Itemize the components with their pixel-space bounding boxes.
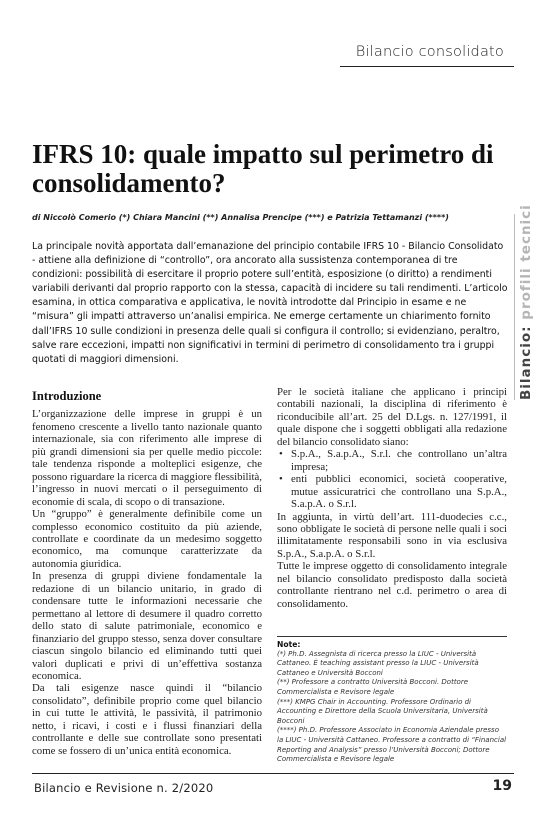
page-number: 19 bbox=[492, 778, 512, 794]
abstract: La principale novità apportata dall’emanazione del principio contabile IFRS 10 - Bilancio Consolidato - attiene alla definizione di “controllo”, ora ancorato alla sussistenza contemporanea di tre condizioni: possibilità di esercitare il proprio potere sull’entità, esposizione (o diritto) a rendimenti variabili derivanti dal proprio rapporto con la stessa, capacità di incidere su tali rendimenti. L’articolo esamina, in ottica comparativa e applicativa, le novità introdotte dal Principio in esame e ne “misura” gli impatti attraverso un’analisi empirica. Ne emerge certamente un chiarimento fornito dall’IFRS 10 sulle condizioni in presenza delle quali si configura il controllo; si evidenziano, peraltro, salve rare eccezioni, impatti non significativi in termini di perimetro di consolidamento tra i gruppi quotati di maggiori dimensioni. bbox=[32, 241, 508, 365]
sidebar-label-strong: Bilancio: bbox=[518, 325, 534, 400]
header-rule bbox=[340, 66, 514, 67]
footnotes bbox=[277, 636, 507, 765]
bullet-list bbox=[277, 448, 507, 510]
journal-name: Bilancio e Revisione n. 2/2020 bbox=[34, 781, 214, 795]
footnote: (**) Professore a contratto Università Bocconi. Dottore Commercialista e Revisore legale bbox=[277, 678, 469, 696]
body-paragraph: In aggiunta, in virtù dell’art. 111-duodecies c.c., sono obbligate le società di persone nelle quali i soci illimitatamente responsabili sono in via esclusiva S.p.A., S.a.p.A. o S.r.l. bbox=[277, 510, 507, 560]
notes-heading: Note: bbox=[277, 640, 301, 649]
section-header: Bilancio consolidato bbox=[355, 44, 504, 60]
bullet-item: • enti pubblici economici, società cooperative, mutue assicuratrici che controllano una S.p.A., S.a.p.A. o S.r.l. bbox=[277, 473, 507, 510]
section-heading: Introduzione bbox=[32, 389, 102, 403]
bullet-item: • S.p.A., S.a.p.A., S.r.l. che controllano un’altra impresa; bbox=[277, 448, 507, 473]
authors-line: di Niccolò Comerio (*) Chiara Mancini (**) Annalisa Prencipe (***) e Patrizia Tettamanzi (****) bbox=[32, 213, 449, 222]
sidebar-label-light: profili tecnici bbox=[518, 204, 534, 326]
body-paragraph: Per le società italiane che applicano i principi contabili nazionali, la disciplina di riferimento è riconducibile all’art. 25 del D.Lgs. n. 127/1991, il quale dispone che i soggetti obbligati alla redazione del bilancio consolidato siano: bbox=[277, 386, 507, 448]
body-paragraph: In presenza di gruppi diviene fondamentale la redazione di un bilancio unitario, in grado di condensare tutte le informazioni necessarie che permettano al lettore di desumere il quadro corretto dello stato di salute patrimoniale, economico e finanziario del gruppo stesso, senza dover consultare ciascun singolo bilancio ed eliminando tutti quei valori duplicati e privi di un’effettiva sostanza economica. bbox=[32, 570, 262, 682]
body-paragraph: Un “gruppo” è generalmente definibile come un complesso economico costituito da più aziende, controllate e coordinate da un medesimo soggetto economico, ma comunque caratterizzate da autonomia giuridica. bbox=[32, 508, 262, 570]
footnote: (*) Ph.D. Assegnista di ricerca presso la LIUC - Università Cattaneo. È teaching assistant presso la LIUC - Università Cattaneo e Università Bocconi bbox=[277, 649, 479, 677]
left-column bbox=[32, 376, 262, 757]
footnote: (****) Ph.D. Professore Associato in Economia Aziendale presso la LIUC - Università Cattaneo. Professore a contratto di “Financial Reporting and Analysis” presso l’Università Bocconi; Dottore Commercialista e Revisore legale bbox=[277, 726, 507, 764]
body-paragraph: Da tali esigenze nasce quindi il “bilancio consolidato”, definibile proprio come quel bilancio in cui tutte le attività, le passività, il patrimonio netto, i ricavi, i costi e i flussi finanziari della controllante e delle sue controllate sono presentati come se fossero di un’unica entità economica. bbox=[32, 682, 262, 757]
right-column bbox=[277, 376, 507, 610]
body-paragraph: L’organizzazione delle imprese in gruppi è un fenomeno crescente a livello tanto nazionale quanto internazionale, sia con riferimento alle imprese di più grandi dimensioni sia per quelle medio piccole: tale tendenza risponde a molteplici esigenze, che possono riguardare la ricerca di maggiore flessibilità, l’ingresso in nuovi mercati o il perseguimento di economie di scala, di scopo o di transazione. bbox=[32, 408, 262, 508]
body-paragraph: Tutte le imprese oggetto di consolidamento integrale nel bilancio consolidato predisposto dalla società controllante rientrano nel c.d. perimetro o area di consolidamento. bbox=[277, 560, 507, 610]
footer-rule bbox=[32, 773, 514, 774]
article-title: IFRS 10: quale impatto sul perimetro di consolidamento? bbox=[32, 139, 494, 198]
sidebar-label bbox=[518, 204, 534, 400]
footnote: (***) KMPG Chair in Accounting. Professore Ordinario di Accounting e Direttore della Scuola Universitaria, Università Bocconi bbox=[277, 697, 488, 725]
